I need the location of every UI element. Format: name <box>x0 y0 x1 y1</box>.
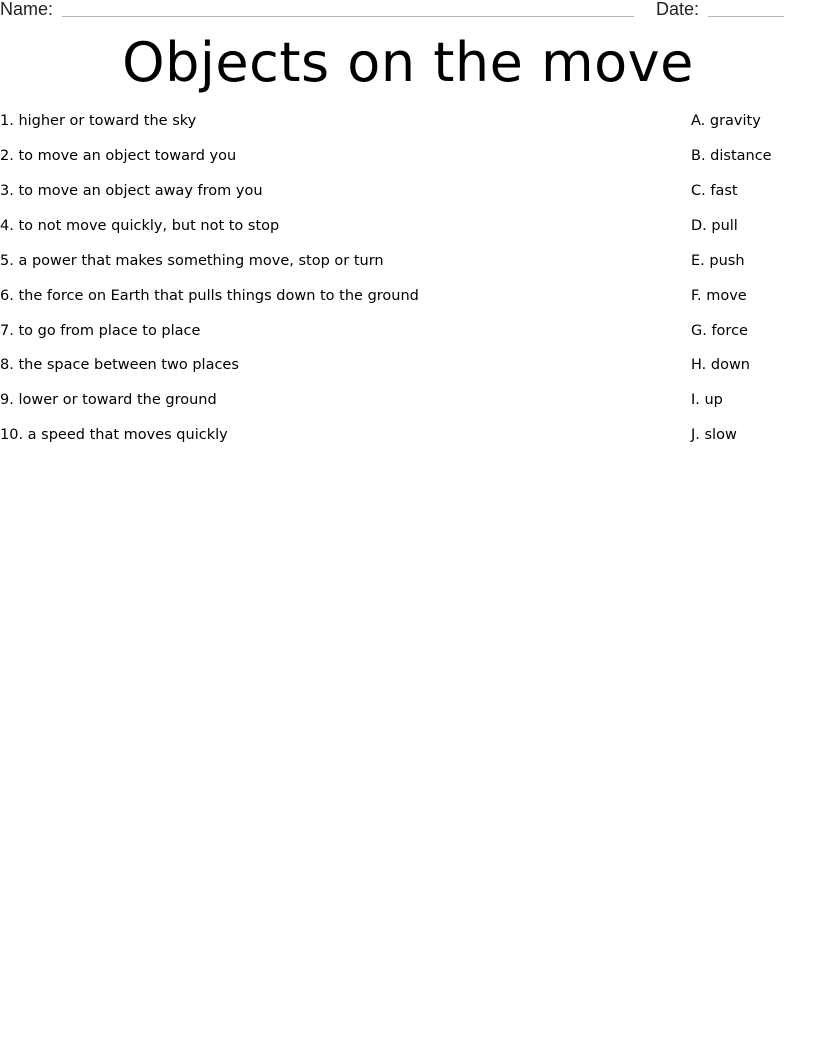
matching-row <box>0 216 816 236</box>
clue-text: 4. to not move quickly, but not to stop <box>0 218 280 234</box>
clue-text: 5. a power that makes something move, stop or turn <box>0 253 384 269</box>
matching-row <box>0 111 816 131</box>
answer-option: H. down <box>691 357 750 373</box>
page-title: Objects on the move <box>122 31 694 94</box>
answer-option: F. move <box>691 288 747 304</box>
answer-option: E. push <box>691 253 745 269</box>
answer-option: J. slow <box>691 427 737 443</box>
matching-row <box>0 251 816 271</box>
answer-option: B. distance <box>691 148 772 164</box>
worksheet-header <box>0 0 816 22</box>
matching-row <box>0 390 816 410</box>
answer-option: A. gravity <box>691 113 761 129</box>
clue-text: 1. higher or toward the sky <box>0 113 197 129</box>
answer-option: G. force <box>691 323 748 339</box>
name-field[interactable] <box>62 16 634 17</box>
matching-row <box>0 425 816 445</box>
clue-text: 9. lower or toward the ground <box>0 392 217 408</box>
clue-text: 10. a speed that moves quickly <box>0 427 228 443</box>
date-label: Date: <box>656 0 700 19</box>
matching-row <box>0 286 816 306</box>
matching-row <box>0 146 816 166</box>
matching-row <box>0 321 816 341</box>
clue-text: 7. to go from place to place <box>0 323 201 339</box>
matching-row <box>0 181 816 201</box>
matching-row <box>0 355 816 375</box>
clue-text: 6. the force on Earth that pulls things down to the ground <box>0 288 419 304</box>
clue-text: 3. to move an object away from you <box>0 183 263 199</box>
date-field[interactable] <box>708 16 784 17</box>
answer-option: D. pull <box>691 218 738 234</box>
clue-text: 2. to move an object toward you <box>0 148 237 164</box>
answer-option: I. up <box>691 392 723 408</box>
name-label: Name: <box>0 0 54 19</box>
answer-option: C. fast <box>691 183 738 199</box>
clue-text: 8. the space between two places <box>0 357 239 373</box>
